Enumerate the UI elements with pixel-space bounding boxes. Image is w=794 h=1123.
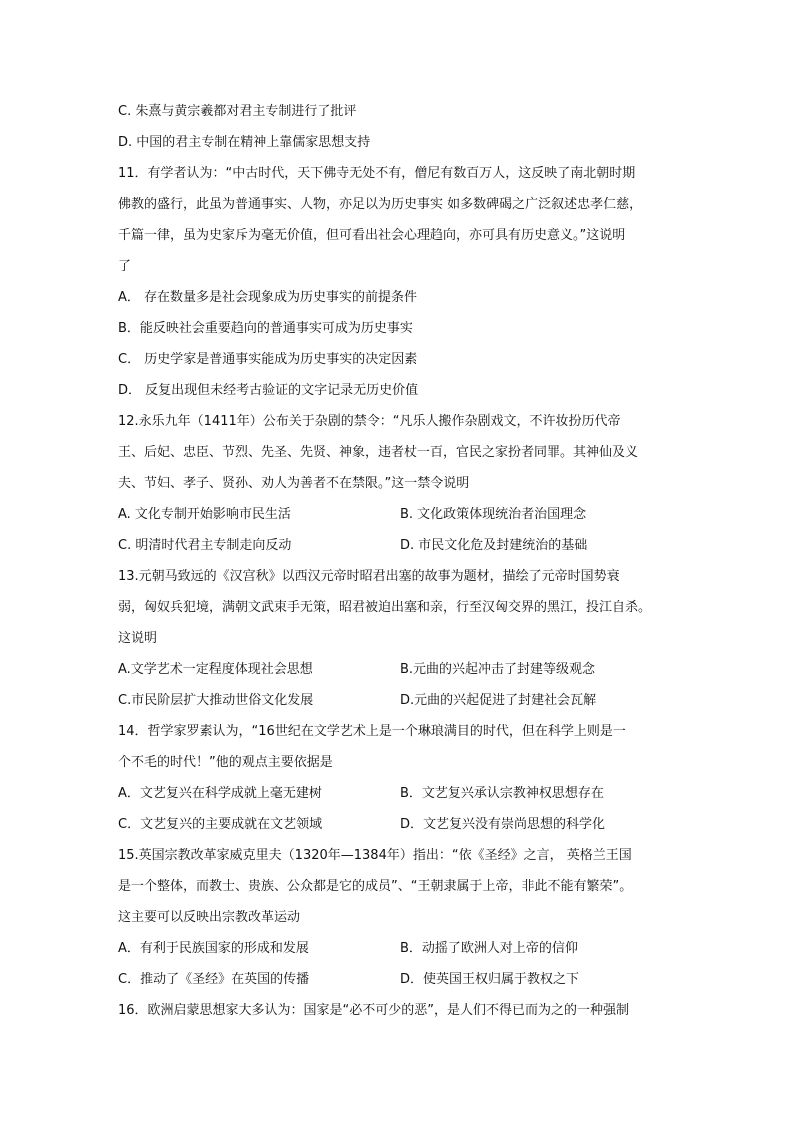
q15-option-c: C．推动了《圣经》在英国的传播: [118, 972, 310, 987]
q14-option-d: D．文艺复兴没有崇尚思想的科学化: [400, 817, 606, 832]
q11-stem-line: 佛教的盛行，此虽为普通事实、人物，亦足以为历史事实 如多数碑碣之广泛叙述忠孝仁慈，: [118, 197, 643, 212]
q12-stem-line: 王、后妃、忠臣、节烈、先圣、先贤、神象，违者杖一百，官民之家扮者同罪。其神仙及义: [118, 445, 639, 460]
q15-stem-line: 15.英国宗教改革家威克里夫（1320年—1384年）指出：“依《圣经》之言， 英格兰王国: [118, 848, 632, 863]
q12-stem-line: 12.永乐九年（1411年）公布关于杂剧的禁令：“凡乐人搬作杂剧戏文，不许妆扮历代帝: [118, 414, 621, 429]
q12-option-d: D. 市民文化危及封建统治的基础: [400, 538, 588, 553]
q11-stem-line: 了: [118, 259, 132, 274]
q13-stem-line: 弱，匈奴兵犯境，满朝文武束手无策，昭君被迫出塞和亲，行至汉匈交界的黑江，投江自杀。: [118, 600, 652, 615]
q16-stem-line: 16．欧洲启蒙思想家大多认为：国家是“必不可少的恶”，是人们不得已而为之的一种强制: [118, 1003, 630, 1018]
q13-option-d: D.元曲的兴起促进了封建社会瓦解: [400, 693, 597, 708]
q10-option-c: C. 朱熹与黄宗羲都对君主专制进行了批评: [118, 104, 357, 119]
q11-stem-line: 11．有学者认为：“中古时代，天下佛寺无处不有，僧尼有数百万人，这反映了南北朝时期: [118, 166, 636, 181]
q13-option-row: [118, 685, 678, 716]
q11-stem-line: 千篇一律，虽为史家斥为毫无价值，但可看出社会心理趋向，亦可具有历史意义。”这说明: [118, 228, 626, 243]
q15-option-row: [118, 964, 678, 995]
q15-option-b: B．动摇了欧洲人对上帝的信仰: [400, 941, 578, 956]
q15-stem-line: 这主要可以反映出宗教改革运动: [118, 910, 301, 925]
q14-option-b: B．文艺复兴承认宗教神权思想存在: [400, 786, 604, 801]
q13-stem-line: 13.元朝马致远的《汉宫秋》以西汉元帝时昭君出塞的故事为题材，描绘了元帝时国势衰: [118, 569, 620, 584]
q12-option-row: [118, 530, 678, 561]
q12-option-b: B. 文化政策体现统治者治国理念: [400, 507, 587, 522]
q14-option-row: [118, 809, 678, 840]
q11-option-a: A． 存在数量多是社会现象成为历史事实的前提条件: [118, 290, 418, 305]
q13-option-a: A.文学艺术一定程度体现社会思想: [118, 662, 313, 677]
q12-option-a: A. 文化专制开始影响市民生活: [118, 507, 291, 522]
q15-option-d: D．使英国王权归属于教权之下: [400, 972, 580, 987]
q14-option-a: A．文艺复兴在科学成就上毫无建树: [118, 786, 322, 801]
q12-stem-line: 夫、节妇、孝子、贤孙、劝人为善者不在禁限。”这一禁令说明: [118, 476, 470, 491]
q13-option-c: C.市民阶层扩大推动世俗文化发展: [118, 693, 314, 708]
q11-option-b: B．能反映社会重要趋向的普通事实可成为历史事实: [118, 321, 413, 336]
q13-option-b: B.元曲的兴起冲击了封建等级观念: [400, 662, 596, 677]
q14-option-c: C．文艺复兴的主要成就在文艺领域: [118, 817, 323, 832]
q15-option-row: [118, 933, 678, 964]
q11-option-d: D． 反复出现但未经考古验证的文字记录无历史价值: [118, 383, 419, 398]
q14-stem-line: 个不毛的时代！”他的观点主要依据是: [118, 755, 333, 770]
q12-option-c: C. 明清时代君主专制走向反动: [118, 538, 292, 553]
q14-stem-line: 14．哲学家罗素认为，“16世纪在文学艺术上是一个琳琅满目的时代，但在科学上则是一: [118, 724, 626, 739]
q11-option-c: C． 历史学家是普通事实能成为历史事实的决定因素: [118, 352, 418, 367]
q13-option-row: [118, 654, 678, 685]
q12-option-row: [118, 499, 678, 530]
q13-stem-line: 这说明: [118, 631, 158, 646]
q15-stem-line: 是一个整体，而教士、贵族、公众都是它的成员”、“王朝隶属于上帝，非此不能有繁荣”。: [118, 879, 633, 894]
q14-option-row: [118, 778, 678, 809]
q15-option-a: A．有利于民族国家的形成和发展: [118, 941, 309, 956]
q10-option-d: D. 中国的君主专制在精神上靠儒家思想支持: [118, 135, 371, 150]
exam-page: [118, 96, 678, 1026]
